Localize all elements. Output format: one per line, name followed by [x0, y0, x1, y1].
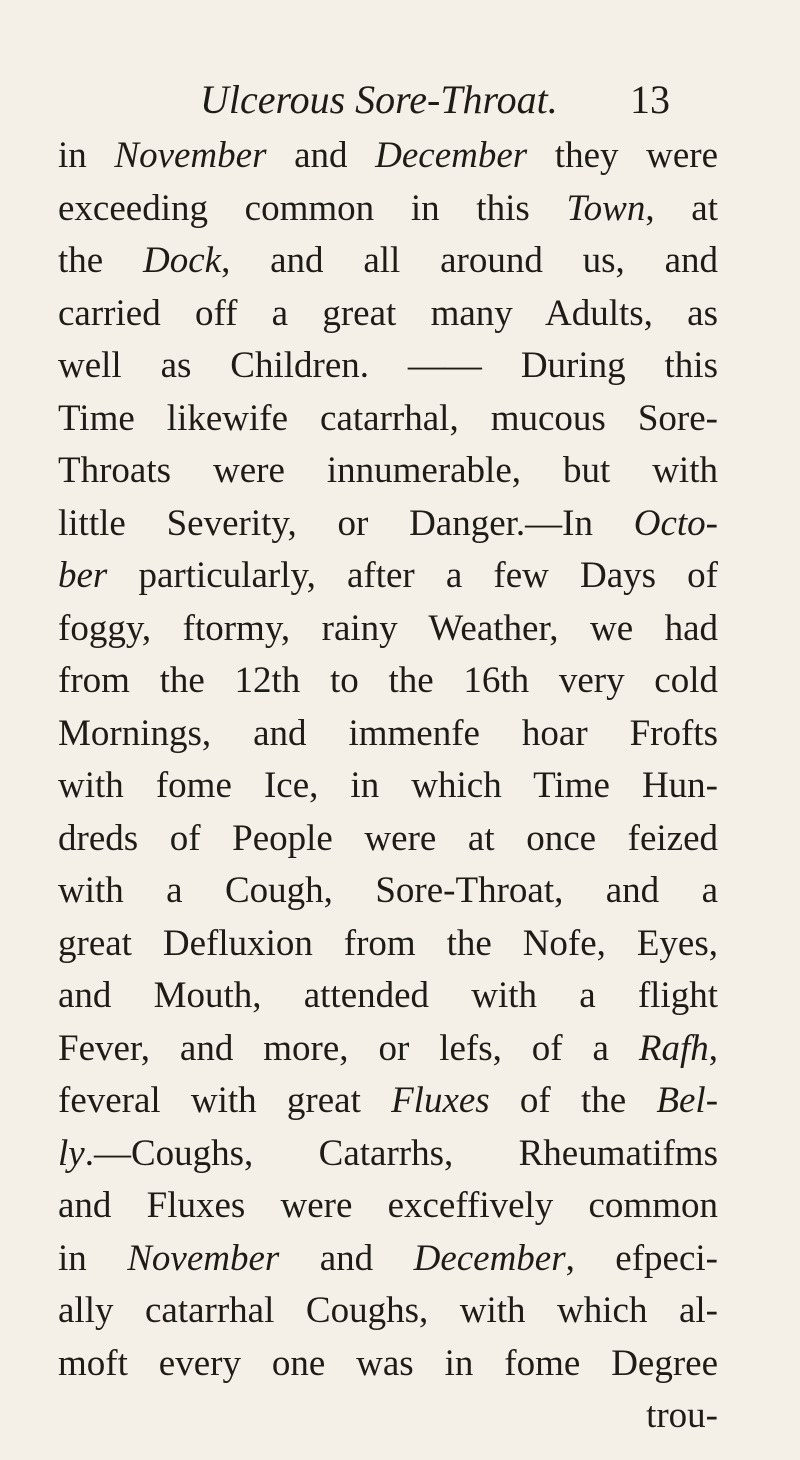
text-run: in	[58, 1237, 128, 1279]
text-line	[58, 970, 718, 1023]
text-run: Time likewife catarrhal, mucous Sore-	[58, 397, 718, 439]
text-run: ,	[708, 1027, 718, 1069]
text-run: well as Children. —— During this	[58, 345, 718, 386]
text-line	[58, 813, 718, 866]
page-number: 13	[630, 77, 670, 122]
text-run: and Fluxes were exceffively common	[58, 1185, 718, 1226]
text-run: Mornings, and immenfe hoar Frofts	[58, 712, 718, 754]
text-line	[58, 655, 718, 708]
text-run: little Severity, or Danger.—In	[58, 502, 634, 544]
italic-text: Rafh	[638, 1027, 709, 1069]
text-run: with fome Ice, in which Time Hun-	[58, 765, 718, 806]
text-run: of the	[489, 1080, 657, 1121]
text-run: carried off a great many Adults, as	[58, 292, 718, 334]
italic-text: Octo-	[633, 502, 718, 544]
running-title: Ulcerous Sore-Throat.	[200, 77, 558, 122]
text-line	[58, 288, 718, 341]
page-header	[200, 72, 720, 128]
text-run: , and all around us, and	[221, 240, 718, 281]
text-line	[58, 708, 718, 761]
text-run: , efpeci-	[565, 1237, 718, 1279]
text-line	[58, 550, 718, 603]
text-line	[58, 235, 718, 288]
italic-text: Town	[566, 187, 646, 229]
text-line	[58, 760, 718, 813]
text-line	[58, 183, 718, 236]
text-run: and	[266, 135, 376, 176]
text-run: Throats were innumerable, but with	[58, 450, 718, 491]
text-run: Fever, and more, or lefs, of a	[58, 1027, 639, 1069]
italic-text: November	[114, 135, 267, 176]
text-line	[58, 1285, 718, 1338]
text-run: moft every one was in fome Degree	[58, 1342, 718, 1384]
text-line	[58, 1180, 718, 1233]
italic-text: December	[413, 1237, 566, 1279]
text-line	[58, 445, 718, 498]
text-line	[58, 1390, 718, 1443]
body-text	[58, 130, 718, 1443]
italic-text: ber	[58, 555, 108, 596]
text-run: foggy, ftormy, rainy Weather, we had	[58, 607, 718, 649]
text-line	[58, 498, 718, 551]
text-line	[58, 1338, 718, 1391]
text-run: dreds of People were at once feized	[58, 817, 718, 859]
text-run: .—Coughs, Catarrhs, Rheumatifms	[84, 1132, 718, 1174]
text-line	[58, 1233, 718, 1286]
text-run: particularly, after a few Days of	[107, 555, 718, 596]
text-run: they were	[527, 135, 718, 176]
italic-text: Bel-	[656, 1080, 719, 1121]
italic-text: December	[375, 135, 528, 176]
text-run: and	[279, 1237, 414, 1279]
text-run: ally catarrhal Coughs, with which al-	[58, 1290, 718, 1331]
text-line	[58, 1023, 718, 1076]
text-run: the	[58, 240, 143, 281]
text-run: in	[58, 135, 115, 176]
text-run: from the 12th to the 16th very cold	[58, 660, 718, 701]
text-line	[58, 1128, 718, 1181]
text-line	[58, 603, 718, 656]
italic-text: Dock	[143, 240, 222, 281]
text-run: , at	[645, 187, 718, 229]
italic-text: Fluxes	[391, 1080, 490, 1121]
text-run: exceeding common in this	[58, 187, 567, 229]
text-run: with a Cough, Sore-Throat, and a	[58, 870, 718, 911]
text-line	[58, 393, 718, 446]
italic-text: November	[127, 1237, 280, 1279]
text-run: and Mouth, attended with a flight	[58, 975, 718, 1016]
text-line	[58, 340, 718, 393]
italic-text: ly	[58, 1132, 85, 1174]
text-run: trou-	[646, 1395, 718, 1436]
text-run: great Defluxion from the Nofe, Eyes,	[58, 922, 718, 964]
text-line	[58, 130, 718, 183]
text-run: feveral with great	[58, 1080, 392, 1121]
text-line	[58, 918, 718, 971]
text-line	[58, 865, 718, 918]
text-line	[58, 1075, 718, 1128]
